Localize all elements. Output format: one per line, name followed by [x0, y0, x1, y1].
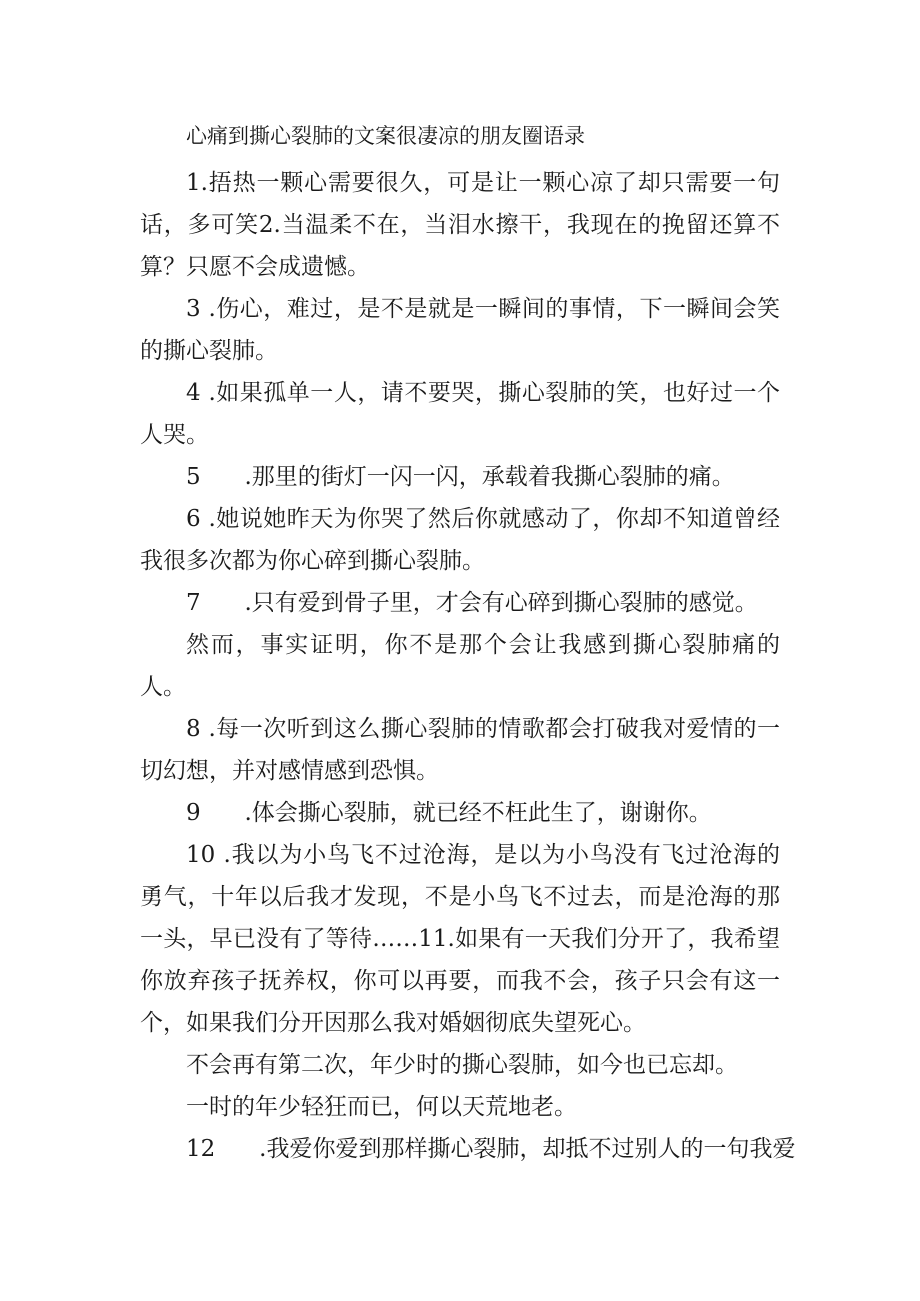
paragraph-9: 9 .体会撕心裂肺，就已经不枉此生了，谢谢你。	[186, 800, 712, 826]
paragraph-6: 6 .她说她昨天为你哭了然后你就感动了，你却不知道曾经我很多次都为你心碎到撕心裂肺。	[140, 506, 780, 574]
document-title: 心痛到撕心裂肺的文案很凄凉的朋友圈语录	[186, 124, 585, 148]
paragraph-12: 12 .我爱你爱到那样撕心裂肺，却抵不过别人的一句我爱	[186, 1136, 796, 1162]
paragraph-1-2: 1.捂热一颗心需要很久，可是让一颗心凉了却只需要一句话，多可笑2.当温柔不在，当泪水擦干，我现在的挽留还算不算？只愿不会成遗憾。	[140, 170, 780, 280]
paragraph-3: 3 .伤心，难过，是不是就是一瞬间的事情，下一瞬间会笑的撕心裂肺。	[140, 296, 780, 364]
paragraph-11-continued-b: 一时的年少轻狂而已，何以天荒地老。	[186, 1094, 577, 1120]
paragraph-7-continued: 然而，事实证明，你不是那个会让我感到撕心裂肺痛的人。	[140, 632, 780, 700]
paragraph-11-continued-a: 不会再有第二次，年少时的撕心裂肺，如今也已忘却。	[186, 1052, 738, 1078]
paragraph-5: 5 .那里的街灯一闪一闪，承载着我撕心裂肺的痛。	[186, 464, 735, 490]
document-body	[140, 162, 796, 1170]
paragraph-7: 7 .只有爱到骨子里，才会有心碎到撕心裂肺的感觉。	[186, 590, 758, 616]
paragraph-4: 4 .如果孤单一人，请不要哭，撕心裂肺的笑，也好过一个人哭。	[140, 380, 780, 448]
paragraph-8: 8 .每一次听到这么撕心裂肺的情歌都会打破我对爱情的一切幻想，并对感情感到恐惧。	[140, 716, 780, 784]
paragraph-10-11: 10 .我以为小鸟飞不过沧海，是以为小鸟没有飞过沧海的勇气，十年以后我才发现，不是小鸟飞不过去，而是沧海的那一头，早已没有了等待……11.如果有一天我们分开了，我希望你放弃孩子抚养权，你可以再要，而我不会，孩子只会有这一个，如果我们分开因那么我对婚姻彻底失望死心。	[140, 842, 780, 1036]
